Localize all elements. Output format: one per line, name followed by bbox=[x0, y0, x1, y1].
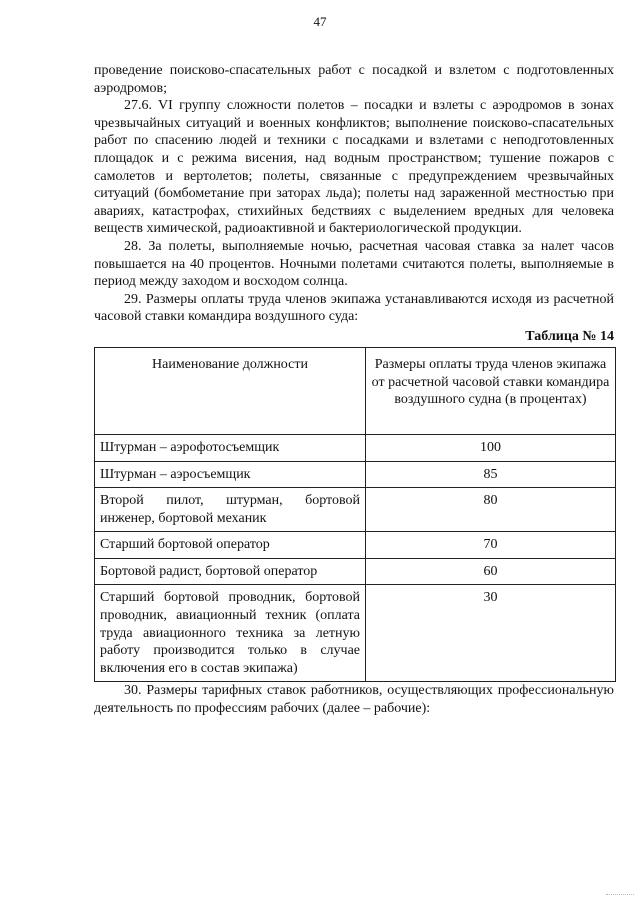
paragraph-30: 30. Размеры тарифных ставок работников, осуществляющих профессиональную деятельность по профессиям рабочих (далее – рабочие): bbox=[94, 683, 614, 717]
row-position: Штурман – аэросъемщик bbox=[95, 461, 366, 488]
row-percent: 30 bbox=[366, 585, 616, 682]
table-row bbox=[95, 488, 616, 532]
row-position: Штурман – аэрофотосъемщик bbox=[95, 434, 366, 461]
row-percent: 70 bbox=[366, 532, 616, 559]
header-percent: Размеры оплаты труда членов экипажа от расчетной часовой ставки командира воздушного судна (в процентах) bbox=[366, 347, 616, 434]
document-body bbox=[94, 62, 614, 718]
page-number: 47 bbox=[313, 14, 327, 29]
row-percent: 60 bbox=[366, 558, 616, 585]
row-position: Второй пилот, штурман, бортовой инженер, бортовой механик bbox=[95, 488, 366, 532]
paragraph-continued: проведение поисково-спасательных работ с посадкой и взлетом с подготовленных аэродромов; bbox=[94, 63, 614, 96]
crew-pay-table bbox=[94, 347, 616, 683]
table-row bbox=[95, 434, 616, 461]
table-row bbox=[95, 585, 616, 682]
row-percent: 80 bbox=[366, 488, 616, 532]
scan-artifact bbox=[606, 894, 634, 903]
paragraph-28: 28. За полеты, выполняемые ночью, расчетная часовая ставка за налет часов повышается на 40 процентов. Ночными полетами считаются полеты, выполняемые в период между заходом и восходом солнца. bbox=[94, 238, 614, 290]
row-position: Бортовой радист, бортовой оператор bbox=[95, 558, 366, 585]
table-caption: Таблица № 14 bbox=[525, 328, 614, 344]
table-row bbox=[95, 532, 616, 559]
paragraph-29: 29. Размеры оплаты труда членов экипажа устанавливаются исходя из расчетной часовой ставки командира воздушного суда: bbox=[94, 291, 614, 325]
table-row bbox=[95, 558, 616, 585]
table-row bbox=[95, 461, 616, 488]
row-percent: 100 bbox=[366, 434, 616, 461]
row-position: Старший бортовой оператор bbox=[95, 532, 366, 559]
paragraph-27-6: 27.6. VI группу сложности полетов – посадки и взлеты с аэродромов в зонах чрезвычайных ситуаций и военных конфликтов; выполнение поисково-спасательных работ по спасению людей и техники с посадками и взлетами с неподготовленных площадок и с режима висения, над водным пространством; тушение пожаров с самолетов и вертолетов; полеты, связанные с предупреждением чрезвычайных ситуаций (бомбометание при заторах льда); полеты над зараженной местностью при авариях, катастрофах, стихийных бедствиях с выделением вредных для человека веществ химической, радиоактивной и бактериологической продукции. bbox=[94, 98, 614, 237]
table-header-row bbox=[95, 347, 616, 434]
header-position: Наименование должности bbox=[95, 347, 366, 434]
row-position: Старший бортовой проводник, бортовой проводник, авиационный техник (оплата труда авиационного техника за летную работу производится только в случае включения его в состав экипажа) bbox=[95, 585, 366, 682]
row-percent: 85 bbox=[366, 461, 616, 488]
